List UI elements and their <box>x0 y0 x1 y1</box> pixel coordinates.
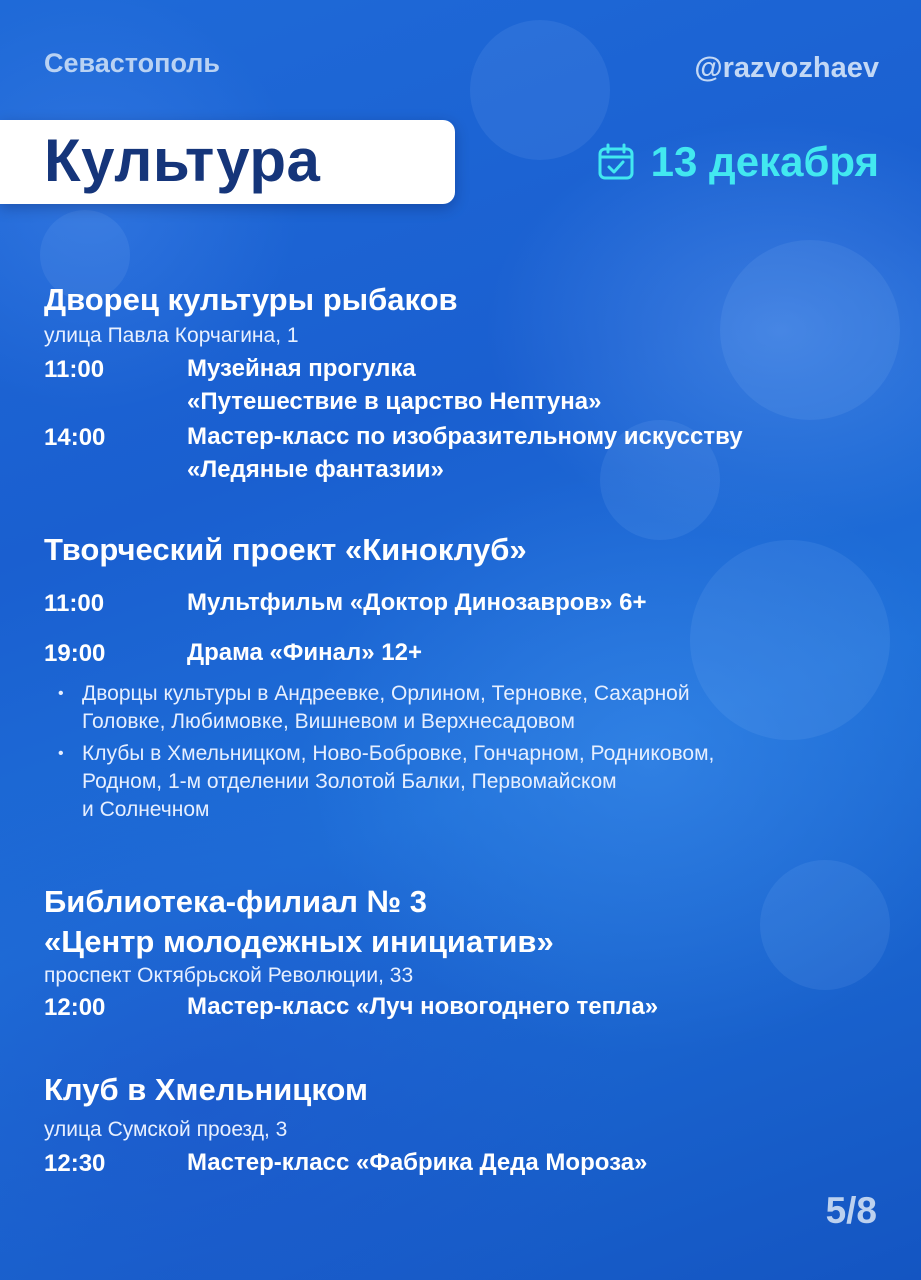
event-time: 12:00 <box>44 994 106 1021</box>
event-title: Мастер-класс «Луч новогоднего тепла» <box>187 993 659 1020</box>
event-title <box>187 420 743 486</box>
event-title: Мультфильм «Доктор Динозавров» 6+ <box>187 589 647 616</box>
event-title-line: Мастер-класс по изобразительному искусству <box>187 423 743 450</box>
list-item-line: Дворцы культуры в Андреевке, Орлином, Терновке, Сахарной <box>82 682 690 705</box>
calendar-check-icon <box>597 143 635 181</box>
venue-address: проспект Октябрьской Революции, 33 <box>44 964 414 987</box>
event-title-line: Музейная прогулка <box>187 355 416 382</box>
author-handle: @razvozhaev <box>694 52 879 84</box>
event-title: Мастер-класс «Фабрика Деда Мороза» <box>187 1149 648 1176</box>
event-time: 14:00 <box>44 424 106 451</box>
event-date: 13 декабря <box>650 138 879 185</box>
list-item-line: и Солнечном <box>82 798 210 821</box>
event-time: 11:00 <box>44 356 105 383</box>
page-indicator: 5/8 <box>825 1190 877 1231</box>
list-item-line: Клубы в Хмельницком, Ново-Бобровке, Гончарном, Родниковом, <box>82 742 715 765</box>
venue-address: улица Сумской проезд, 3 <box>44 1118 288 1141</box>
event-title-line: «Путешествие в царство Нептуна» <box>187 388 602 415</box>
venue-address: улица Павла Корчагина, 1 <box>44 324 299 347</box>
event-title <box>187 352 601 418</box>
venue-title: Дворец культуры рыбаков <box>44 282 458 317</box>
list-item-line: Головке, Любимовке, Вишневом и Верхнесадовом <box>82 710 575 733</box>
city-label: Севастополь <box>44 48 221 78</box>
bokeh-light <box>720 240 900 420</box>
event-time: 12:30 <box>44 1150 106 1177</box>
event-title-line: «Ледяные фантазии» <box>187 456 444 483</box>
event-time: 11:00 <box>44 590 105 617</box>
bullet-dot: • <box>58 745 64 762</box>
date-badge <box>597 138 879 186</box>
venue-title-line: «Центр молодежных инициатив» <box>44 924 554 959</box>
venue-title: Творческий проект «Киноклуб» <box>44 532 527 567</box>
venue-title-line: Библиотека-филиал № 3 <box>44 884 428 919</box>
venue-title <box>44 882 554 962</box>
event-title: Драма «Финал» 12+ <box>187 639 422 666</box>
list-item <box>58 740 858 824</box>
venue-title: Клуб в Хмельницком <box>44 1072 368 1107</box>
category-tag <box>0 120 455 204</box>
bokeh-light <box>470 20 610 160</box>
category-title: Культура <box>44 127 321 194</box>
bokeh-light <box>760 860 890 990</box>
bullet-dot: • <box>58 685 64 702</box>
list-item <box>58 680 858 736</box>
list-item-line: Родном, 1-м отделении Золотой Балки, Первомайском <box>82 770 617 793</box>
locations-list <box>58 680 858 828</box>
event-time: 19:00 <box>44 640 106 667</box>
